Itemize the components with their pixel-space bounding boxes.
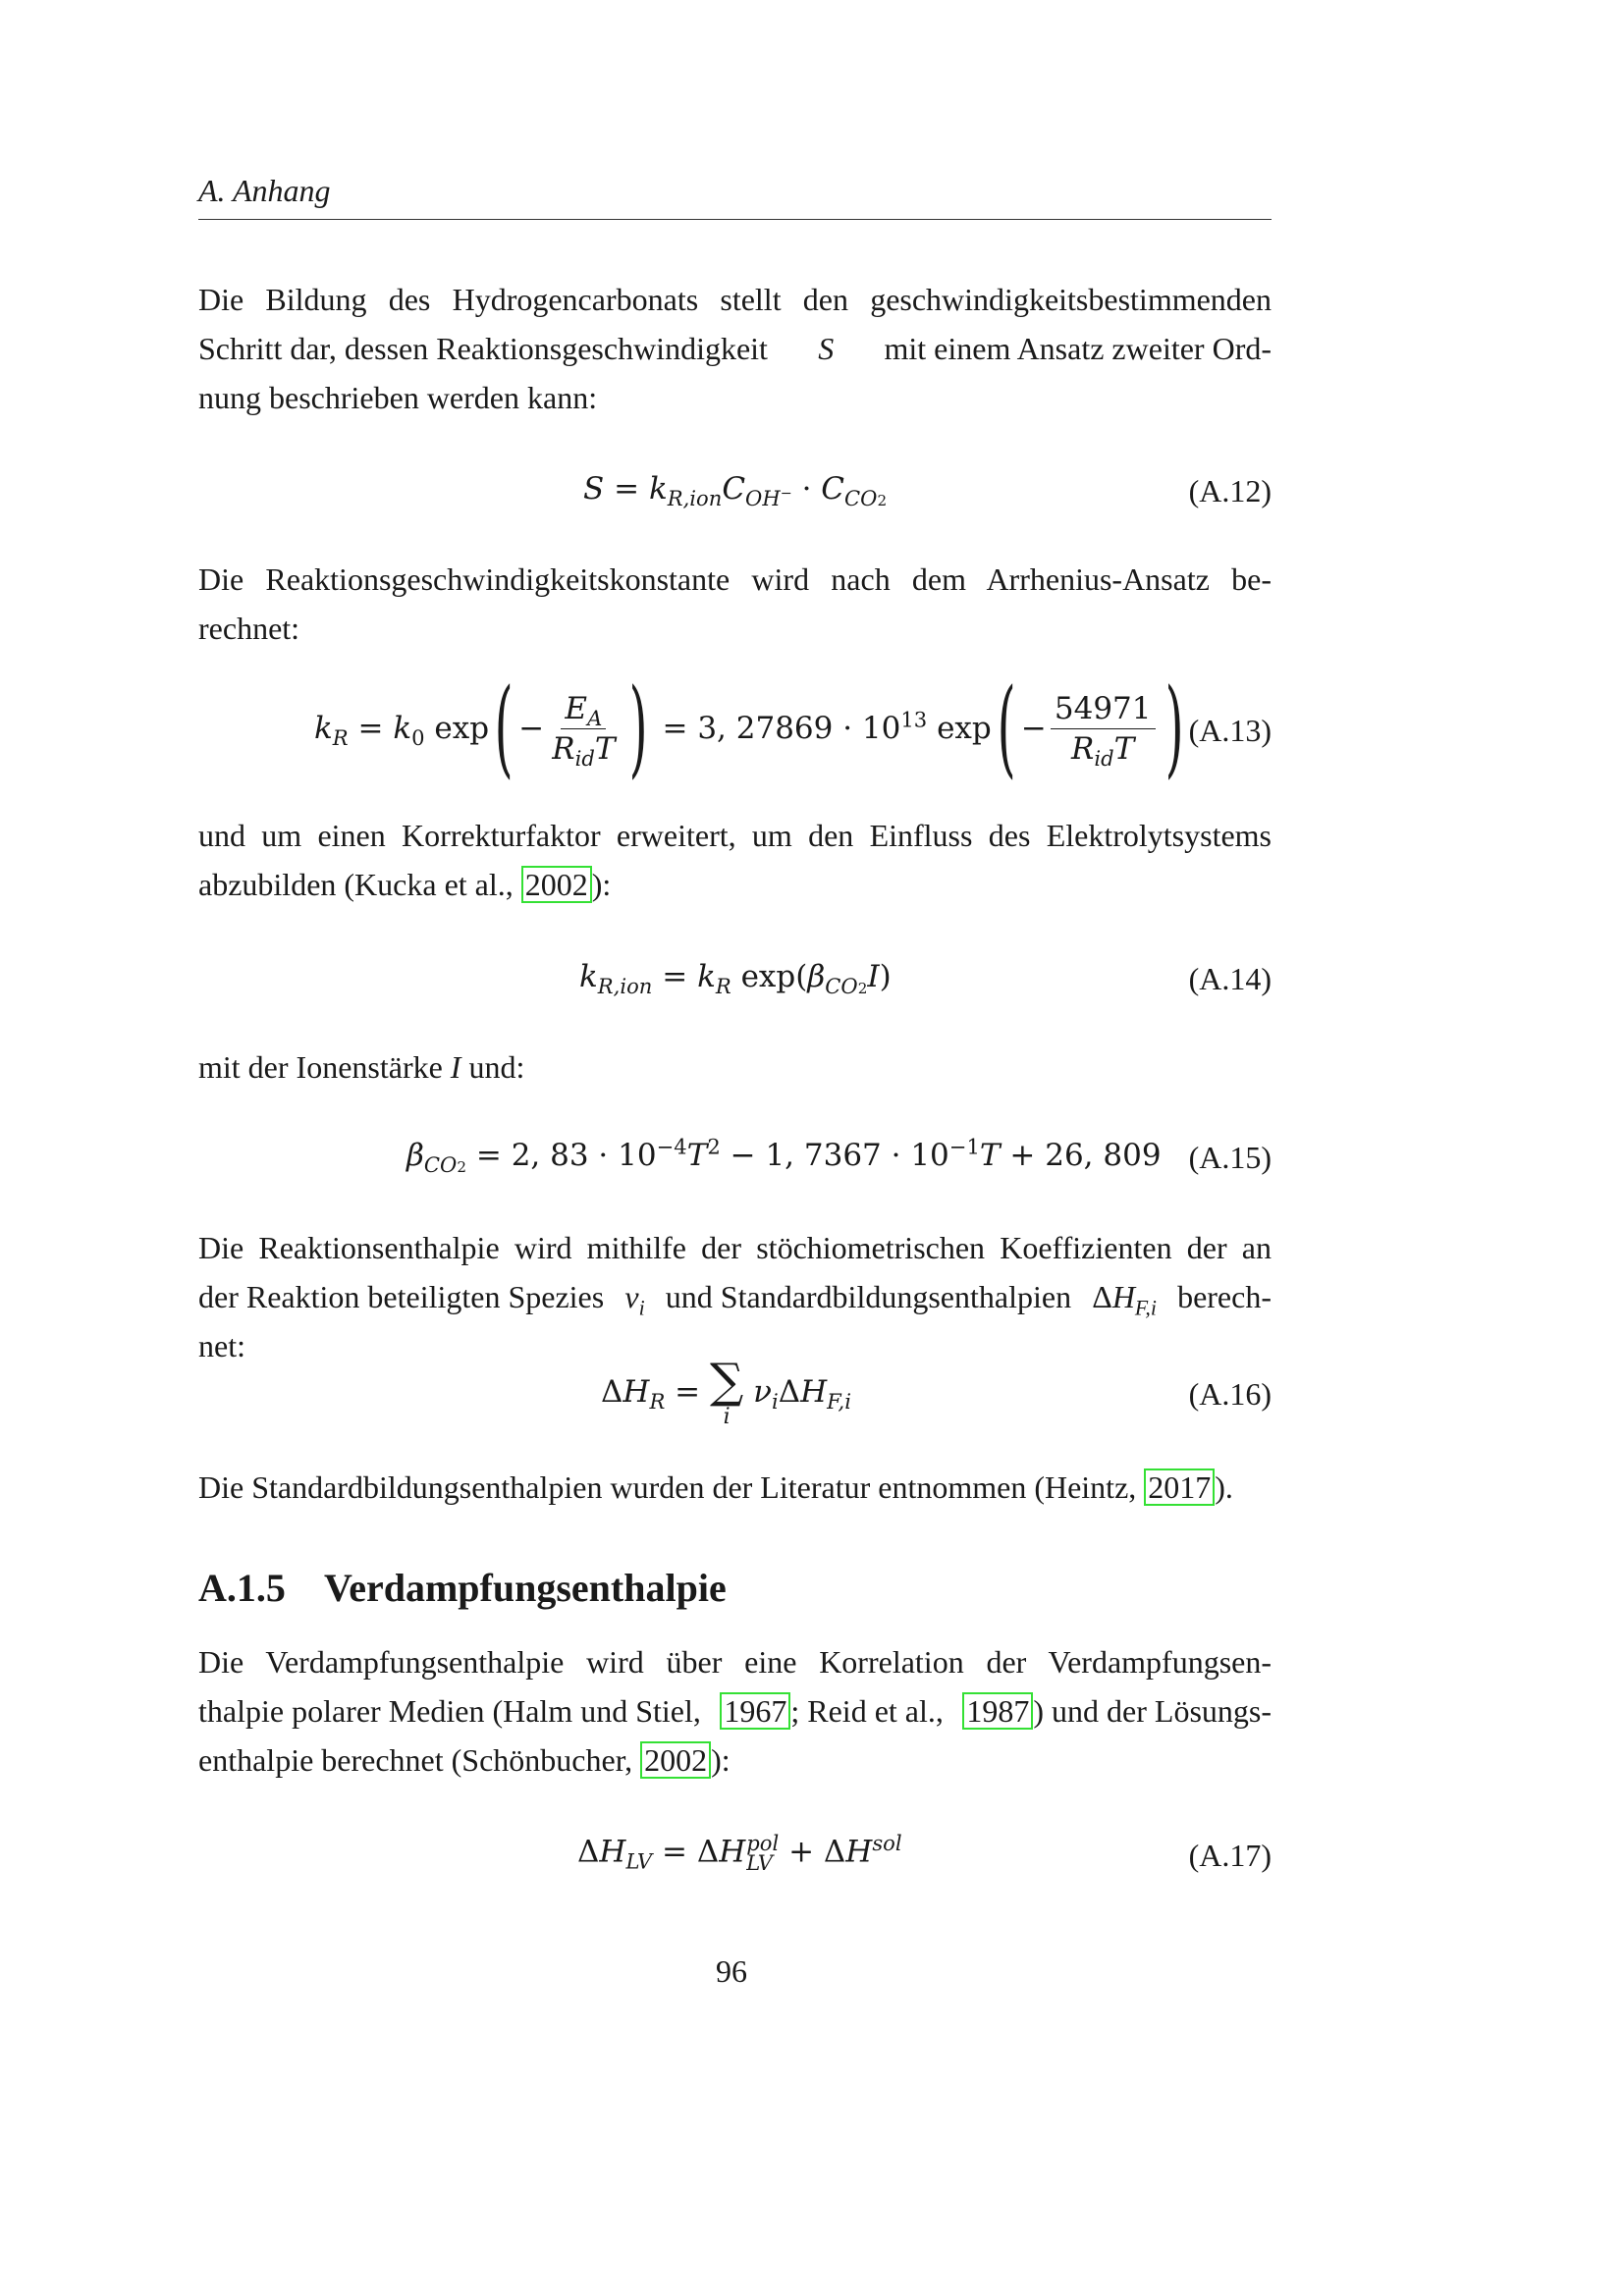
- text-segment: und Standardbildungsenthalpien: [665, 1279, 1072, 1314]
- paragraph-vaporization: [198, 1637, 1272, 1785]
- variable-i: I: [450, 1049, 461, 1085]
- activation-constant: 54971: [1051, 692, 1156, 729]
- text-segment: der Reaktion beteiligten Spezies: [198, 1279, 605, 1314]
- variable-nu: $\nu_i$: [624, 1279, 645, 1320]
- paragraph-intro: [198, 275, 1272, 422]
- text-line: Die Reaktionsenthalpie wird mithilfe der stöchiometrischen Koeffizienten der an: [198, 1230, 1272, 1265]
- citation-link-schoenbucher[interactable]: 2002: [640, 1741, 711, 1779]
- equation-number: (A.14): [1188, 961, 1272, 996]
- text-segment: ) und der Lösungs-: [1033, 1693, 1272, 1729]
- text-line: net:: [198, 1328, 245, 1363]
- text-line: [198, 860, 1272, 909]
- exponent: −4: [656, 1134, 687, 1159]
- citation-link-halm-stiel[interactable]: 1967: [720, 1692, 790, 1730]
- equation-a14: [198, 955, 1272, 1004]
- equation-segment: + 26, 809: [1000, 1138, 1162, 1173]
- section-heading: [198, 1565, 1272, 1611]
- text-line: [198, 1735, 1272, 1785]
- variable-delta-hf: $\Delta H_{F,i}$: [1092, 1279, 1157, 1320]
- text-segment: abzubilden (Kucka et al.,: [198, 867, 514, 902]
- text-line: Die Reaktionsgeschwindigkeitskonstante wird nach dem Arrhenius-Ansatz be-: [198, 561, 1272, 597]
- text-segment: mit der Ionenstärke: [198, 1049, 443, 1085]
- exponent: −1: [948, 1134, 980, 1159]
- text-segment: ; Reid et al.,: [790, 1693, 944, 1729]
- equation-segment: = 2, 83 · 10: [475, 1138, 657, 1173]
- equation-formula: $k_R = k_0$ exp ( − $\frac{E_A}{R_{id}T}$ ) = 3, $27869 \cdot 10^{13}$ exp ( − $\frac{54971}{R_{id}T}$ ): [314, 667, 1184, 789]
- equation-formula: $k_{R,ion} = k_R$ $\exp(\beta_{CO2}I)$: [579, 959, 892, 999]
- equation-a17: [198, 1828, 1272, 1887]
- equation-number: (A.16): [1188, 1376, 1272, 1412]
- equation-formula: $\Delta H_R$ = ∑ i $\nu_i\Delta H_{F,i}$: [601, 1354, 851, 1429]
- text-line: [198, 1272, 1272, 1321]
- equation-formula: $S = k_{R,ion}C_{OH^-} \cdot C_{CO2}$: [583, 471, 888, 511]
- text-segment: enthalpie berechnet (Schönbucher,: [198, 1742, 633, 1778]
- text-segment: mit einem Ansatz zweiter Ord-: [884, 331, 1272, 366]
- text-segment: thalpie polarer Medien (Halm und Stiel,: [198, 1693, 701, 1729]
- page-number: 96: [716, 1953, 747, 1989]
- paragraph-reaction-enthalpy: [198, 1223, 1272, 1370]
- equation-a12: [198, 467, 1272, 516]
- text-segment: ).: [1215, 1469, 1233, 1505]
- equation-a15: [198, 1134, 1272, 1183]
- equation-number: (A.15): [1188, 1140, 1272, 1175]
- text-line: [198, 324, 1272, 373]
- exponent: 13: [900, 707, 928, 732]
- citation-link-reid[interactable]: 1987: [962, 1692, 1033, 1730]
- paragraph-ionic-strength: [198, 1042, 1272, 1092]
- equation-number: (A.13): [1188, 713, 1272, 748]
- text-segment: berech-: [1177, 1279, 1272, 1314]
- text-line: und um einen Korrekturfaktor erweitert, um den Einfluss des Elektrolytsystems: [198, 818, 1272, 853]
- equation-formula: $\Delta H_{LV} = \Delta H$ pol LV + $\Delta H^{sol}$: [577, 1831, 902, 1875]
- paragraph-correction: [198, 811, 1272, 909]
- equation-a16: [198, 1354, 1272, 1439]
- equation-number: (A.12): [1188, 473, 1272, 508]
- text-segment: ):: [591, 867, 612, 902]
- paragraph-literature: [198, 1463, 1272, 1512]
- text-segment: Die Standardbildungsenthalpien wurden der Literatur entnommen (Heintz,: [198, 1469, 1137, 1505]
- variable-s: S: [818, 331, 835, 366]
- equation-formula: $\beta_{CO2} = 2$, $83 \cdot 10^{-4}T^2 - 1$, $7367 \cdot 10^{-1}T + 26$, 809: [406, 1134, 1162, 1178]
- citation-link-kucka[interactable]: 2002: [521, 866, 592, 903]
- text-segment: und:: [468, 1049, 525, 1085]
- text-line: nung beschrieben werden kann:: [198, 380, 598, 415]
- section-title: Verdampfungsenthalpie: [324, 1566, 727, 1610]
- section-number: A.1.5: [198, 1566, 286, 1610]
- equation-number: (A.17): [1188, 1838, 1272, 1873]
- equation-segment: − 1, 7367 · 10: [720, 1138, 949, 1173]
- running-head: A. Anhang: [198, 173, 1272, 220]
- text-segment: Schritt dar, dessen Reaktionsgeschwindigkeit: [198, 331, 768, 366]
- text-line: [198, 1686, 1272, 1735]
- citation-link-heintz[interactable]: 2017: [1144, 1468, 1215, 1506]
- paragraph-arrhenius: [198, 555, 1272, 653]
- text-line: Die Bildung des Hydrogencarbonats stellt den geschwindigkeitsbestimmenden: [198, 282, 1272, 317]
- text-segment: ):: [711, 1742, 731, 1778]
- text-line: rechnet:: [198, 611, 300, 646]
- arrhenius-coefficient: 3, 27869 · 10: [697, 711, 901, 746]
- equation-a13: [198, 667, 1272, 789]
- text-line: Die Verdampfungsenthalpie wird über eine Korrelation der Verdampfungsen-: [198, 1644, 1272, 1680]
